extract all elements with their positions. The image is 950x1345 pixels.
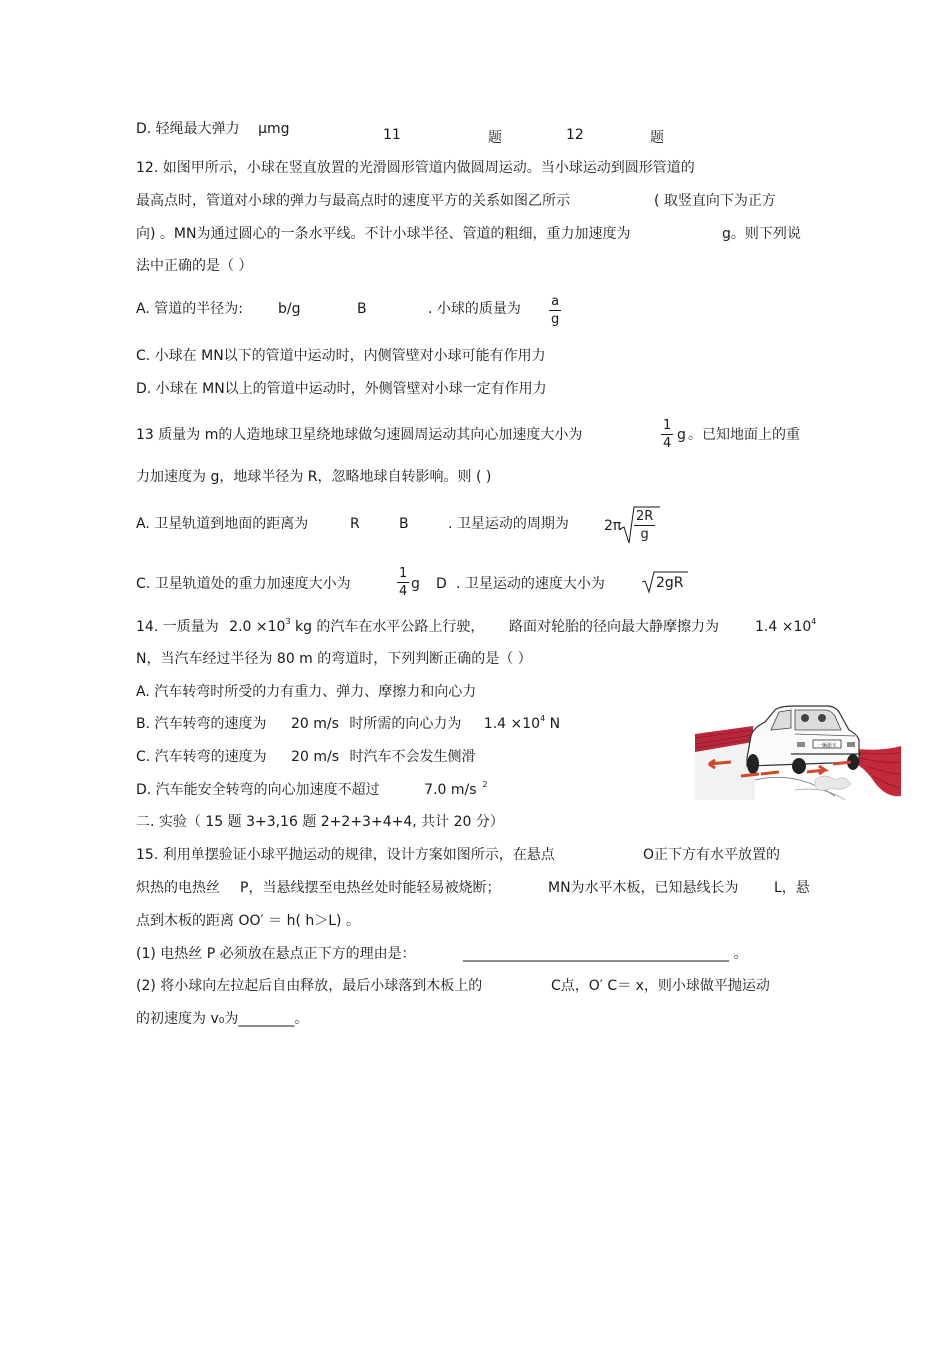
q13-c-fraction: [397, 566, 409, 599]
fig-11-number: 11: [383, 127, 401, 143]
car-on-curve-image: [695, 700, 901, 802]
q14-c-text: C. 汽车转弯的速度为: [136, 749, 267, 765]
q13-option-a: A. 卫星轨道到地面的距离为: [136, 516, 309, 532]
q15-part-1-blank: ______________________________________ 。: [463, 946, 748, 962]
q12-line-2: 最高点时，管道对小球的弹力与最高点时的速度平方的关系如图乙所示: [136, 193, 570, 209]
q12-option-a: A. 管道的半径为:: [136, 301, 243, 317]
q15-part-2: (2) 将小球向左拉起后自由释放，最后小球落到木板上的: [136, 978, 483, 994]
q13-option-d-label: D: [436, 576, 447, 592]
fraction-bar: [661, 434, 673, 435]
q13-line-1: 13 质量为 m的人造地球卫星绕地球做匀速圆周运动其向心加速度大小为: [136, 427, 583, 443]
q13-c-g: g: [411, 576, 420, 592]
q14-mass-exponent: 3: [285, 617, 291, 626]
fraction-bar: [634, 525, 655, 526]
q15-line-1: 15. 利用单摆验证小球平抛运动的规律，设计方案如图所示，在悬点: [136, 847, 555, 863]
q13-b-denominator: g: [640, 527, 649, 542]
q13-c-denominator: 4: [399, 584, 408, 599]
q12-b-fraction: [549, 294, 561, 327]
q14-b-text-2: 时所需的向心力为: [349, 716, 462, 732]
fig-11-caption: 题: [488, 130, 502, 146]
q13-option-b-text: . 卫星运动的周期为: [448, 516, 569, 532]
q15-line-2-b: P，当悬线摆至电热丝处时能轻易被烧断；: [240, 880, 501, 896]
q14-b-force: 1.4 ×10: [483, 716, 541, 732]
q12-option-b-text: . 小球的质量为: [428, 301, 521, 317]
q14-line-1: [136, 618, 484, 636]
q14-option-a: A. 汽车转弯时所受的力有重力、弹力、摩擦力和向心力: [136, 684, 477, 700]
q14-c-speed: 20 m/s: [291, 749, 340, 765]
q12-line-2-tail: ( 取竖直向下为正方: [654, 193, 776, 209]
q14-line-2: N，当汽车经过半径为 80 m 的弯道时，下列判断正确的是（ ）: [136, 651, 532, 667]
q15-part-2-tail: C点，O′ C＝ x，则小球做平抛运动: [551, 978, 770, 994]
q12-line-3-tail: g。则下列说: [722, 226, 801, 242]
q13-option-b-label: B: [399, 516, 409, 532]
car-turning-illustration: [695, 700, 901, 802]
q13-b-coefficient: 2π: [604, 518, 622, 534]
q14-d-exponent: 2: [482, 780, 488, 789]
q13-g: g: [677, 427, 686, 443]
q12-option-b-label: B: [357, 301, 367, 317]
q13-option-c: C. 卫星轨道处的重力加速度大小为: [136, 576, 351, 592]
q13-option-a-value: R: [350, 516, 360, 532]
q14-d-text: D. 汽车能安全转弯的向心加速度不超过: [136, 782, 380, 798]
q15-line-1-tail: O正下方有水平放置的: [643, 847, 781, 863]
q15-line-2-d: L，悬: [774, 880, 810, 896]
q14-mass: 2.0 ×10: [229, 619, 286, 635]
q12-line-4: 法中正确的是（ ）: [136, 258, 253, 274]
q14-c-text-2: 时汽车不会发生侧滑: [349, 749, 476, 765]
fraction-bar: [397, 582, 409, 583]
q13-denominator: 4: [663, 436, 672, 451]
fig-12-number: 12: [566, 127, 584, 143]
q13-option-d-text: . 卫星运动的速度大小为: [456, 576, 605, 592]
q13-fraction: [661, 418, 673, 451]
q14-line-1-friction: 路面对轮胎的径向最大静摩擦力为: [509, 619, 719, 635]
q14-option-c: [136, 748, 476, 766]
q14-b-text: B. 汽车转弯的速度为: [136, 716, 267, 732]
q12-option-a-value: b/g: [278, 301, 301, 317]
q13-b-fraction: [634, 509, 655, 542]
q13-d-value: 2gR: [656, 575, 684, 591]
q15-part-3: 的初速度为 v₀为________。: [136, 1011, 309, 1027]
q14-option-b: [136, 715, 560, 733]
q12-b-numerator: a: [551, 294, 560, 309]
q11-option-d: [136, 120, 290, 138]
q14-line-1-start: 14. 一质量为: [136, 619, 219, 635]
q12-line-1: 12. 如图甲所示，小球在竖直放置的光滑圆形管道内做圆周运动。当小球运动到圆形管道的: [136, 160, 695, 176]
fig-12-caption: 题: [650, 130, 664, 146]
q13-numerator: 1: [663, 418, 672, 433]
q11-d-expr: μmg: [258, 121, 290, 137]
q15-part-1: (1) 电热丝 P 必须放在悬点正下方的理由是：: [136, 946, 416, 962]
q12-b-denominator: g: [551, 312, 560, 327]
car-plate-text: 一辆新车: [816, 743, 838, 749]
q13-line-2: 力加速度为 g，地球半径为 R，忽略地球自转影响。则 ( ): [136, 469, 492, 485]
q12-line-3: 向) 。MN为通过圆心的一条水平线。不计小球半径、管道的粗细，重力加速度为: [136, 226, 631, 242]
q14-d-value: 7.0 m/s: [424, 782, 477, 798]
q11-d-text: D. 轻绳最大弹力: [136, 121, 240, 137]
q13-b-numerator: 2R: [636, 509, 654, 524]
q12-option-d: D. 小球在 MN以上的管道中运动时，外侧管壁对小球一定有作用力: [136, 381, 547, 397]
q12-option-c: C. 小球在 MN以下的管道中运动时，内侧管壁对小球可能有作用力: [136, 348, 546, 364]
q13-line-1-tail: 。已知地面上的重: [688, 427, 800, 443]
fraction-bar: [549, 310, 561, 311]
q15-line-2-c: MN为水平木板，已知悬线长为: [548, 880, 739, 896]
q14-force-value: 1.4 ×10: [755, 619, 812, 635]
section-2-heading: 二. 实验（ 15 题 3+3,16 题 2+2+3+4+4, 共计 20 分）: [136, 814, 504, 830]
q14-b-unit: N: [549, 716, 561, 732]
q14-force-exponent: 4: [811, 617, 817, 626]
q15-line-3: 点到木板的距离 OO′ ＝ h( h＞L) 。: [136, 913, 360, 929]
q14-b-speed: 20 m/s: [290, 716, 339, 732]
q14-b-exponent: 4: [540, 714, 546, 723]
q15-line-2: 炽热的电热丝: [136, 880, 220, 896]
q14-force: [755, 618, 816, 636]
q14-line-1-mid: kg 的汽车在水平公路上行驶，: [294, 619, 485, 635]
q13-c-numerator: 1: [399, 566, 408, 581]
q14-option-d: [136, 781, 488, 799]
